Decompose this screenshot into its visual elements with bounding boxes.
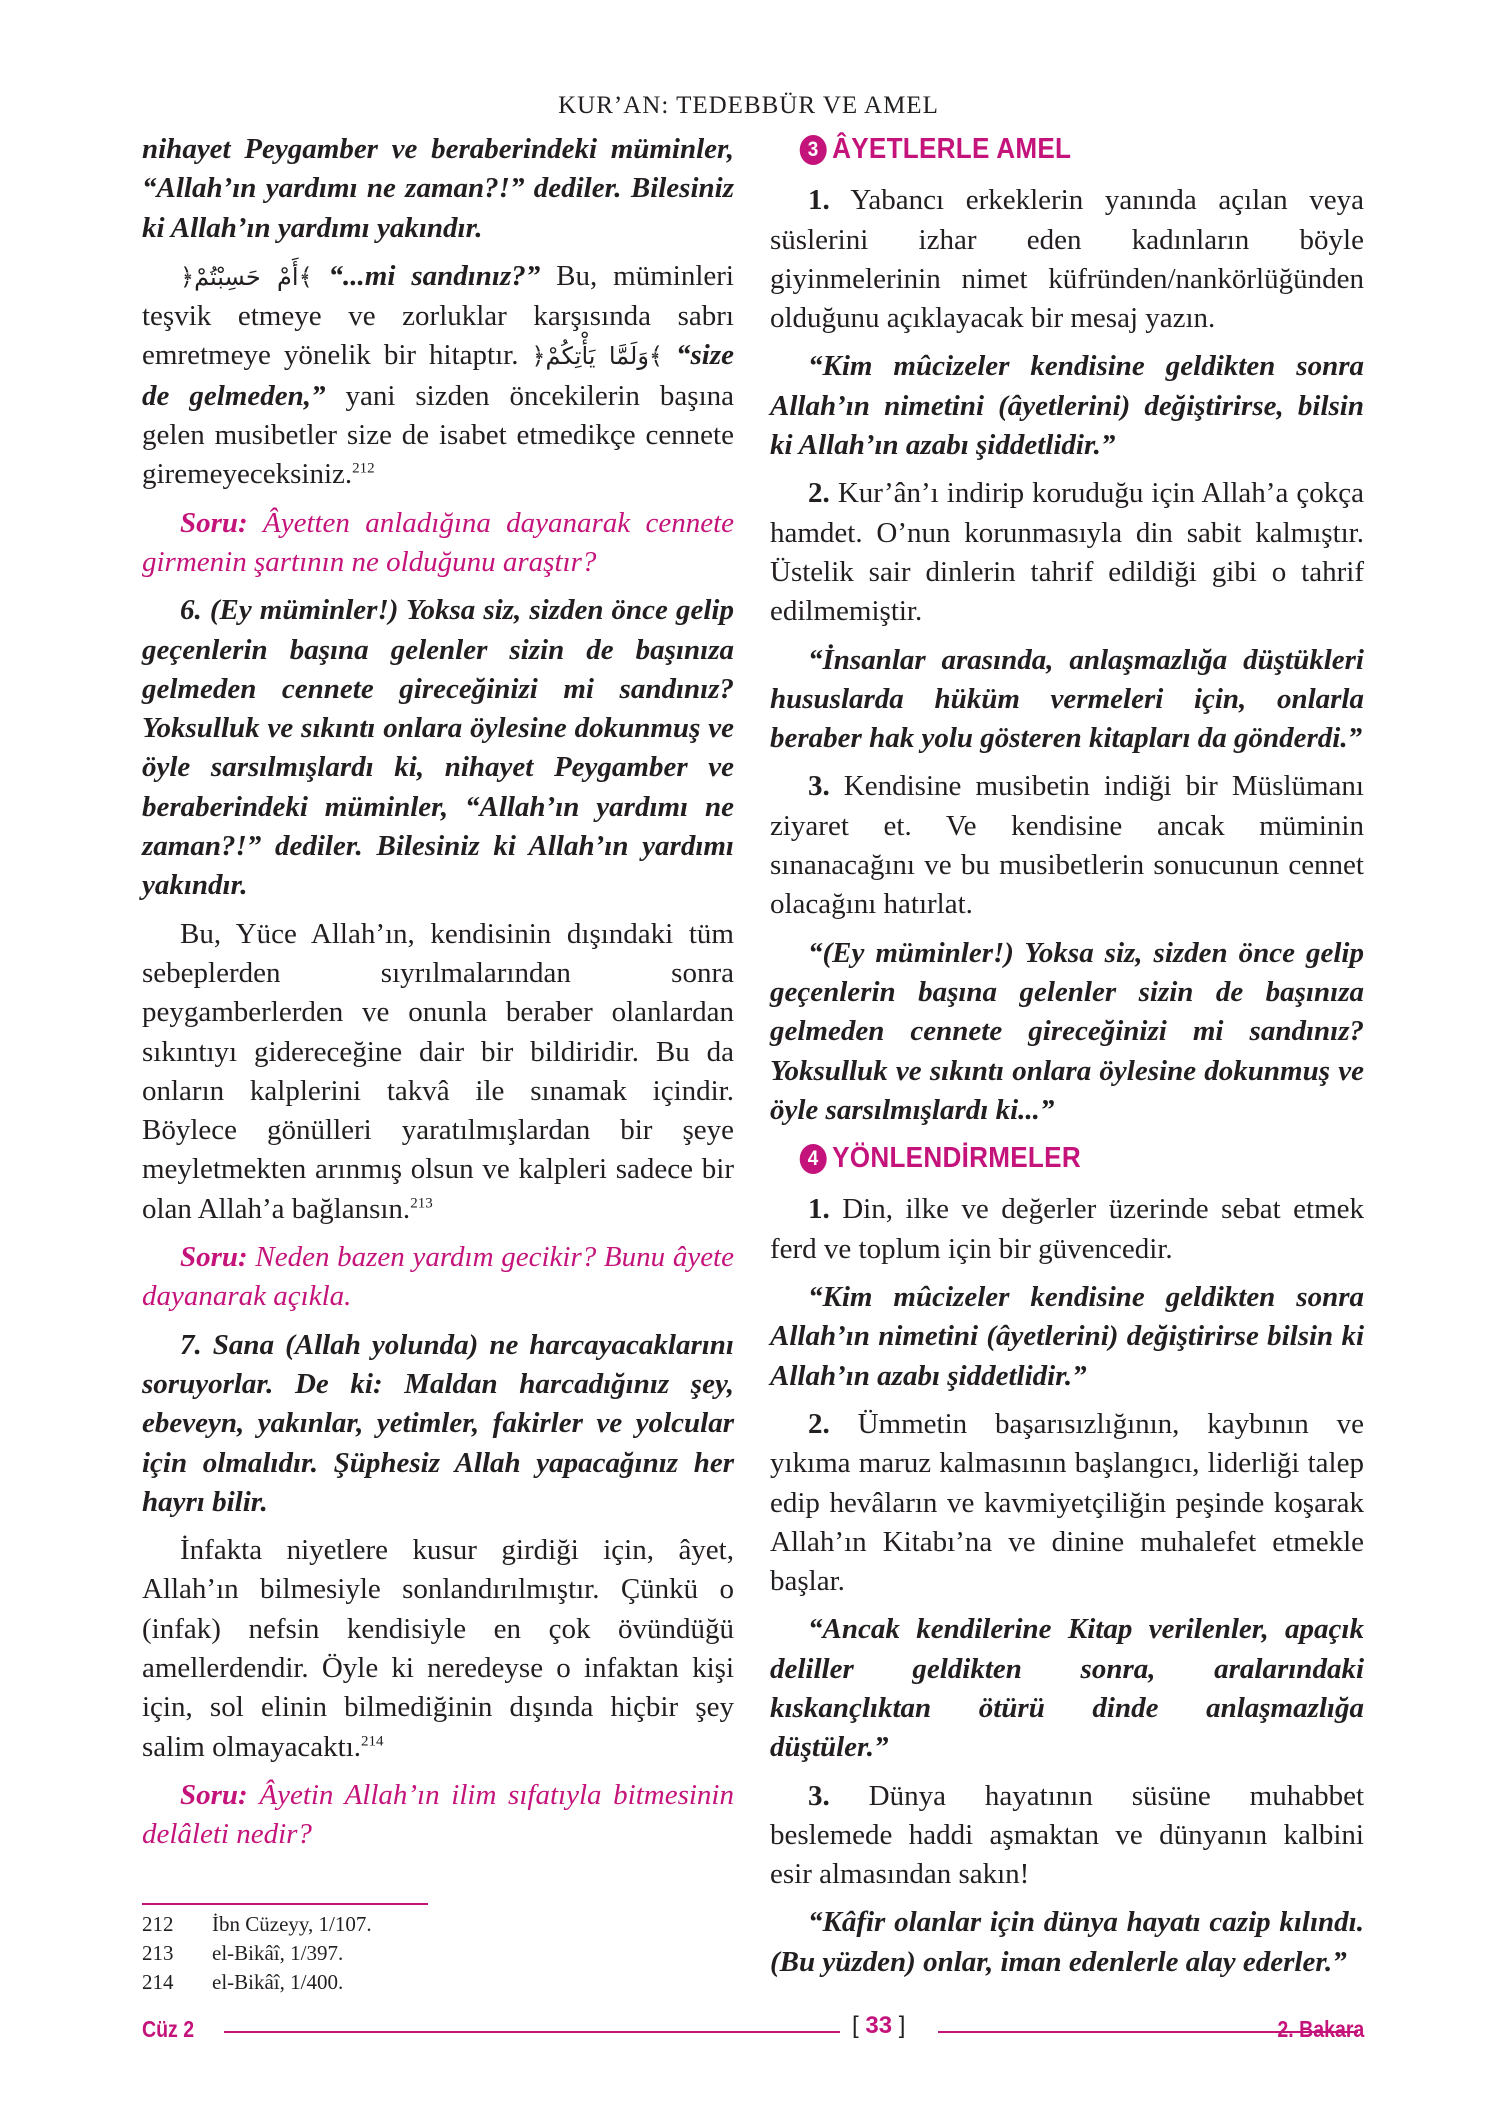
footnote: 214 el-Bikâî, 1/400.: [142, 1970, 344, 1994]
page-number: [ 33 ]: [852, 2012, 906, 2039]
list-item: 1. Yabancı erkeklerin yanında açılan veya süslerini izhar eden kadınların böyle giyinmelerinin nimet küfründen/nankörlüğünden olduğunu açıklayacak bir mesaj yazın.: [770, 184, 1364, 335]
footnote-divider: [142, 1903, 428, 1905]
verse-quote: “Ancak kendilerine Kitap verilenler, apaçık deliller geldikten sonra, aralarındaki kıskançlıktan ötürü dinde anlaşmazlığa düştüler.”: [770, 1613, 1364, 1764]
question: Soru: Âyetin Allah’ın ilim sıfatıyla bitmesinin delâleti nedir?: [142, 1778, 734, 1851]
footnote-ref: 214: [361, 1732, 384, 1749]
arabic-phrase: ﴿أَمْ حَسِبْتُمْ﴾: [180, 262, 313, 291]
surah-label: 2. Bakara: [1277, 2016, 1364, 2042]
list-item: 2. Kur’ân’ı indirip koruduğu için Allah’a çokça hamdet. O’nun korunmasıyla din sabit kalmıştır. Üstelik sair dinlerin tahrif edildiği gibi o tahrif edilmemiştir.: [770, 477, 1364, 628]
question: Soru: Âyetten anladığına dayanarak cennete girmenin şartının ne olduğunu araştır?: [142, 506, 734, 578]
footnote: 213 el-Bikâî, 1/397.: [142, 1941, 344, 1965]
section-heading-yonlendirmeler: 4 YÖNLENDİRMELER: [800, 1139, 1335, 1178]
verse-continuation: nihayet Peygamber ve beraberindeki müminler, “Allah’ın yardımı ne zaman?!” dediler. Bilesiniz ki Allah’ın yardımı yakındır.: [142, 133, 734, 244]
verse-6: 6. (Ey müminler!) Yoksa siz, sizden önce gelip geçenlerin başına gelenler sizin de başınıza gelmeden cennete gireceğinizi mi sandınız? Yoksulluk ve sıkıntı onlara öylesine dokunmuş ve öyle sarsılmışlardı ki, nihayet Peygamber ve beraberindeki müminler, “Allah’ın yardımı ne zaman?!” dediler. Bilesiniz ki Allah’ın yardımı yakındır.: [142, 594, 734, 902]
footer-rule: [224, 2031, 840, 2033]
footnote-ref: 212: [352, 460, 375, 477]
list-item: 3. Dünya hayatının süsüne muhabbet beslemede haddi aşmaktan ve dünyanın kalbini esir almasından sakın!: [770, 1779, 1364, 1891]
commentary-paragraph: ﴿أَمْ حَسِبْتُمْ﴾ “...mi sandınız?” Bu, müminleri teşvik etmeye ve zorluklar karşısında sabrı emretmeye yönelik bir hitaptır. ﴿وَلَمَّا يَأْتِكُمْ﴾ “size de gelmeden,” yani sizden öncekilerin başına gelen musibetler size de isabet etmedikçe cennete giremeyeceksiniz.$^{212}$: [142, 259, 735, 491]
section-number-badge: 3: [800, 135, 827, 165]
page-footer: [142, 2010, 1364, 2050]
verse-7: 7. Sana (Allah yolunda) ne harcayacaklarını soruyorlar. De ki: Maldan harcadığınız şey, ebeveyn, yakınlar, yetimler, fakirler ve yolcular için olmalıdır. Şüphesiz Allah yapacağınız her hayrı bilir.: [142, 1328, 734, 1518]
verse-quote: “İnsanlar arasında, anlaşmazlığa düştükleri hususlarda hüküm vermeleri için, onlarla beraber hak yolu gösteren kitapları da gönderdi.”: [770, 643, 1364, 755]
juz-label: Cüz 2: [142, 2016, 195, 2042]
footnote: 212 İbn Cüzeyy, 1/107.: [142, 1912, 372, 1936]
verse-quote: “Kim mûcizeler kendisine geldikten sonra Allah’ın nimetini (âyetlerini) değiştirirse bilsin ki Allah’ın azabı şiddetlidir.”: [770, 1281, 1364, 1392]
right-column: [770, 130, 1364, 1991]
commentary-paragraph: İnfakta niyetlere kusur girdiği için, âyet, Allah’ın bilmesiyle sonlandırılmıştır. Çünkü o (infak) nefsin kendisiyle en çok övündüğü amellerdendir. Öyle ki neredeyse o infaktan kişi için, sol elinin bilmediğinin dışında hiçbir şey salim olmayacaktı.$^{214}$: [142, 1534, 734, 1763]
section-number-badge: 4: [800, 1144, 827, 1174]
running-header: KUR’AN: TEDEBBÜR VE AMEL: [558, 92, 939, 119]
list-item: 3. Kendisine musibetin indiği bir Müslümanı ziyaret et. Ve kendisine ancak müminin sınanacağını ve bu musibetlerin sonucunun cennet olacağını hatırlat.: [770, 770, 1364, 921]
question: Soru: Neden bazen yardım gecikir? Bunu âyete dayanarak açıkla.: [142, 1241, 734, 1313]
quoted-phrase: “size de gelmeden,”: [142, 339, 734, 412]
arabic-phrase: ﴿وَلَمَّا يَأْتِكُمْ﴾: [531, 342, 663, 371]
footnote-ref: 213: [410, 1195, 433, 1212]
footnotes: [142, 1910, 372, 1997]
left-column: [142, 130, 734, 1863]
verse-quote: “(Ey müminler!) Yoksa siz, sizden önce gelip geçenlerin başına gelenler sizin de başınıza gelmeden cennete gireceğinizi mi sandınız? Yoksulluk ve sıkıntı onlara öylesine dokunmuş ve öyle sarsılmışlardı ki...”: [770, 936, 1364, 1126]
list-item: 2. Ümmetin başarısızlığının, kaybının ve yıkıma maruz kalmasının başlangıcı, liderliği talep edip hevâların ve kavmiyetçiliğin peşinde koşarak Allah’ın Kitabı’na ve dinine muhalefet etmekle başlar.: [770, 1407, 1364, 1598]
list-item: 1. Din, ilke ve değerler üzerinde sebat etmek ferd ve toplum için bir güvencedir.: [770, 1193, 1364, 1265]
commentary-paragraph: Bu, Yüce Allah’ın, kendisinin dışındaki tüm sebeplerden sıyrılmalarından sonra peygamberlerden ve onunla beraber olanlardan sıkıntıyı gidereceğine dair bir bildiridir. Bu da onların kalplerini takvâ ile sınamak içindir. Böylece gönülleri yaratılmışlardan bir şeye meyletmekten arınmış olsun ve kalpleri sadece bir olan Allah’a bağlansın.$^{213}$: [142, 917, 734, 1225]
quoted-phrase: “...mi sandınız?”: [328, 259, 541, 292]
verse-quote: “Kâfir olanlar için dünya hayatı cazip kılındı. (Bu yüzden) onlar, iman edenlerle alay ederler.”: [770, 1906, 1364, 1978]
section-heading-ayetlerle-amel: 3 ÂYETLERLE AMEL: [800, 130, 1335, 169]
verse-quote: “Kim mûcizeler kendisine geldikten sonra Allah’ın nimetini (âyetlerini) değiştirirse, bilsin ki Allah’ın azabı şiddetlidir.”: [770, 350, 1364, 462]
